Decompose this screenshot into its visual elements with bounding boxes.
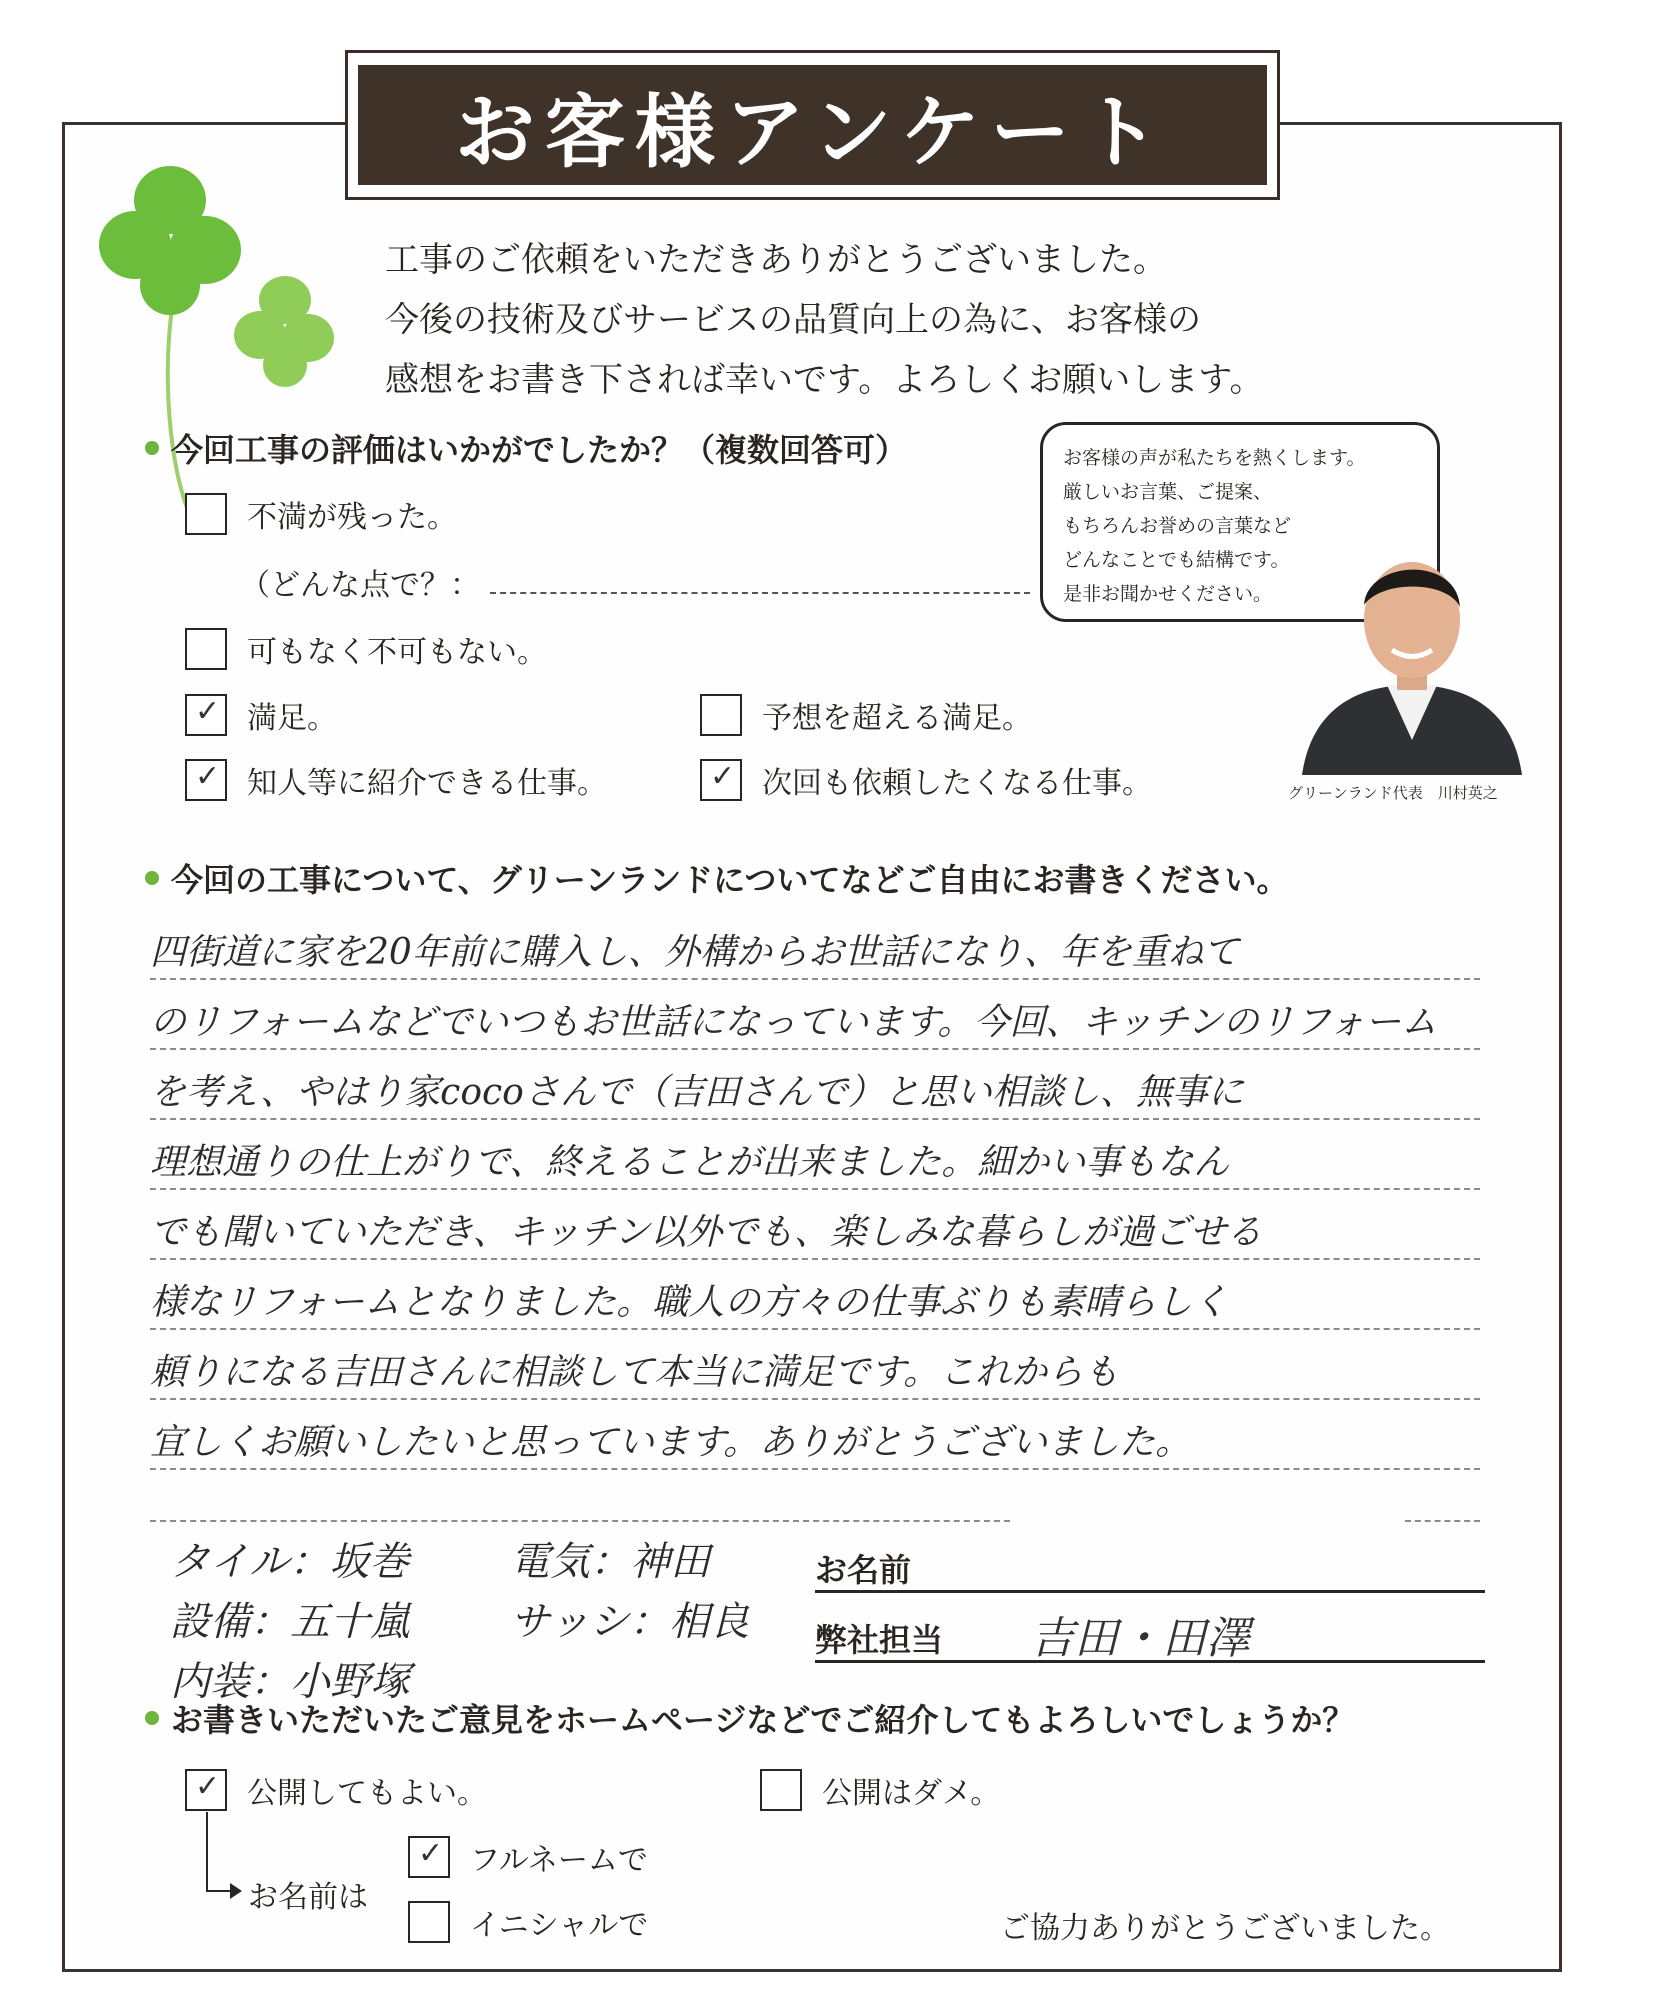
option-publish-ok[interactable]	[185, 1768, 487, 1812]
arrow-line	[206, 1812, 208, 1892]
option-fullname[interactable]	[408, 1835, 648, 1879]
check-icon: ✓	[418, 1836, 444, 1871]
check-icon: ✓	[195, 694, 221, 729]
staff-electric: 電気：神田	[510, 1539, 710, 1585]
option-label: 次回も依頼したくなる仕事。	[762, 766, 1152, 801]
q3-heading-text: お書きいただいたご意見をホームページなどでご紹介してもよろしいでしょうか？	[171, 1701, 1355, 1739]
staff-interior: 内装：小野塚	[170, 1659, 410, 1705]
bubble-line: もちろんお誉めの言葉など	[1063, 515, 1292, 537]
bubble-line: 是非お聞かせください。	[1063, 583, 1273, 605]
bubble-line: どんなことでも結構です。	[1063, 549, 1290, 571]
comment-line: を考え、やはり家cocoさんで（吉田さんで）と思い相談し、無事に	[150, 1050, 1480, 1120]
intro-line: 工事のご依頼をいただきありがとうございました。	[385, 240, 1167, 280]
option-request-again[interactable]	[700, 758, 1152, 802]
bubble-line: 厳しいお言葉、ご提案、	[1063, 481, 1273, 503]
intro-text	[385, 230, 1264, 410]
option-label: 不満が残った。	[247, 500, 457, 535]
name-is-label: お名前は	[248, 1880, 368, 1915]
checkbox-fullname[interactable]	[408, 1836, 450, 1878]
checkbox-again[interactable]	[700, 759, 742, 801]
comment-line: 四街道に家を20年前に購入し、外構からお世話になり、年を重ねて	[150, 910, 1480, 980]
q1-heading-text: 今回工事の評価はいかがでしたか？（複数回答可）	[171, 431, 908, 469]
representative-photo	[1282, 535, 1542, 775]
comment-line: 様なリフォームとなりました。職人の方々の仕事ぶりも素晴らしく	[150, 1260, 1480, 1330]
option-satisfied[interactable]	[185, 693, 337, 737]
bullet-icon	[145, 871, 159, 885]
staff-equipment: 設備：五十嵐	[170, 1599, 410, 1645]
checkbox-recommend[interactable]	[185, 759, 227, 801]
thanks-text: ご協力ありがとうございました。	[1000, 1911, 1450, 1946]
staff-in-charge-label: 弊社担当	[815, 1621, 944, 1659]
option-initial[interactable]	[408, 1900, 648, 1944]
check-icon: ✓	[195, 1769, 221, 1804]
comment-line: 宜しくお願いしたいと思っています。ありがとうございました。	[150, 1400, 1480, 1470]
checkbox-unsatisfied[interactable]	[185, 493, 227, 535]
option-recommend[interactable]	[185, 758, 607, 802]
option-label: 可もなく不可もない。	[247, 635, 547, 670]
title-banner	[345, 50, 1280, 200]
option-label: 公開してもよい。	[247, 1776, 487, 1811]
detail-open-label: （どんな点で？：	[240, 568, 480, 603]
arrow-right-icon	[230, 1883, 242, 1899]
name-line[interactable]	[815, 1590, 1485, 1593]
comment-line: のリフォームなどでいつもお世話になっています。今回、キッチンのリフォーム	[150, 980, 1480, 1050]
option-label: 満足。	[247, 701, 337, 736]
staff-sash: サッシ：相良	[510, 1599, 750, 1645]
page-title: お客様アンケート	[358, 65, 1267, 185]
intro-line: 感想をお書き下されば幸いです。よろしくお願いします。	[385, 360, 1264, 400]
free-comment-area	[150, 910, 1480, 1470]
option-label: イニシャルで	[470, 1908, 649, 1943]
detail-input-line[interactable]	[490, 570, 1030, 594]
comment-line: 理想通りの仕上がりで、終えることが出来ました。細かい事もなん	[150, 1120, 1480, 1190]
checkbox-initial[interactable]	[408, 1901, 450, 1943]
name-label: お名前	[815, 1551, 912, 1589]
bullet-icon	[145, 1711, 159, 1725]
option-label: フルネームで	[470, 1843, 648, 1878]
option-publish-no[interactable]	[760, 1768, 1000, 1812]
checkbox-satisfied[interactable]	[185, 694, 227, 736]
bubble-line: お客様の声が私たちを熱くします。	[1063, 447, 1366, 469]
bullet-icon	[145, 441, 159, 455]
option-label: 公開はダメ。	[822, 1776, 1001, 1811]
option-beyond-expectation[interactable]	[700, 693, 1032, 737]
staff-in-charge-value: 吉田・田澤	[1030, 1613, 1250, 1664]
option-neutral[interactable]	[185, 627, 547, 671]
checkbox-neutral[interactable]	[185, 628, 227, 670]
checkbox-publish-no[interactable]	[760, 1769, 802, 1811]
option-label: 知人等に紹介できる仕事。	[247, 766, 607, 801]
option-label: 予想を超える満足。	[762, 701, 1032, 736]
option-unsatisfied[interactable]	[185, 492, 457, 536]
check-icon: ✓	[195, 759, 221, 794]
q2-heading-text: 今回の工事について、グリーンランドについてなどご自由にお書きください。	[171, 861, 1289, 899]
comment-line-extra	[150, 1518, 1010, 1522]
check-icon: ✓	[710, 759, 736, 794]
representative-caption: グリーンランド代表 川村英之	[1288, 784, 1498, 802]
intro-line: 今後の技術及びサービスの品質向上の為に、お客様の	[385, 300, 1201, 340]
checkbox-beyond[interactable]	[700, 694, 742, 736]
comment-line: 頼りになる吉田さんに相談して本当に満足です。これからも	[150, 1330, 1480, 1400]
staff-tile: タイル：坂巻	[170, 1539, 410, 1585]
comment-line-extra	[1405, 1518, 1480, 1522]
checkbox-publish-ok[interactable]	[185, 1769, 227, 1811]
q1-heading	[145, 425, 907, 471]
q3-heading	[145, 1695, 1354, 1741]
comment-line: でも聞いていただき、キッチン以外でも、楽しみな暮らしが過ごせる	[150, 1190, 1480, 1260]
unsatisfied-detail	[240, 560, 1070, 604]
q2-heading	[145, 855, 1288, 901]
